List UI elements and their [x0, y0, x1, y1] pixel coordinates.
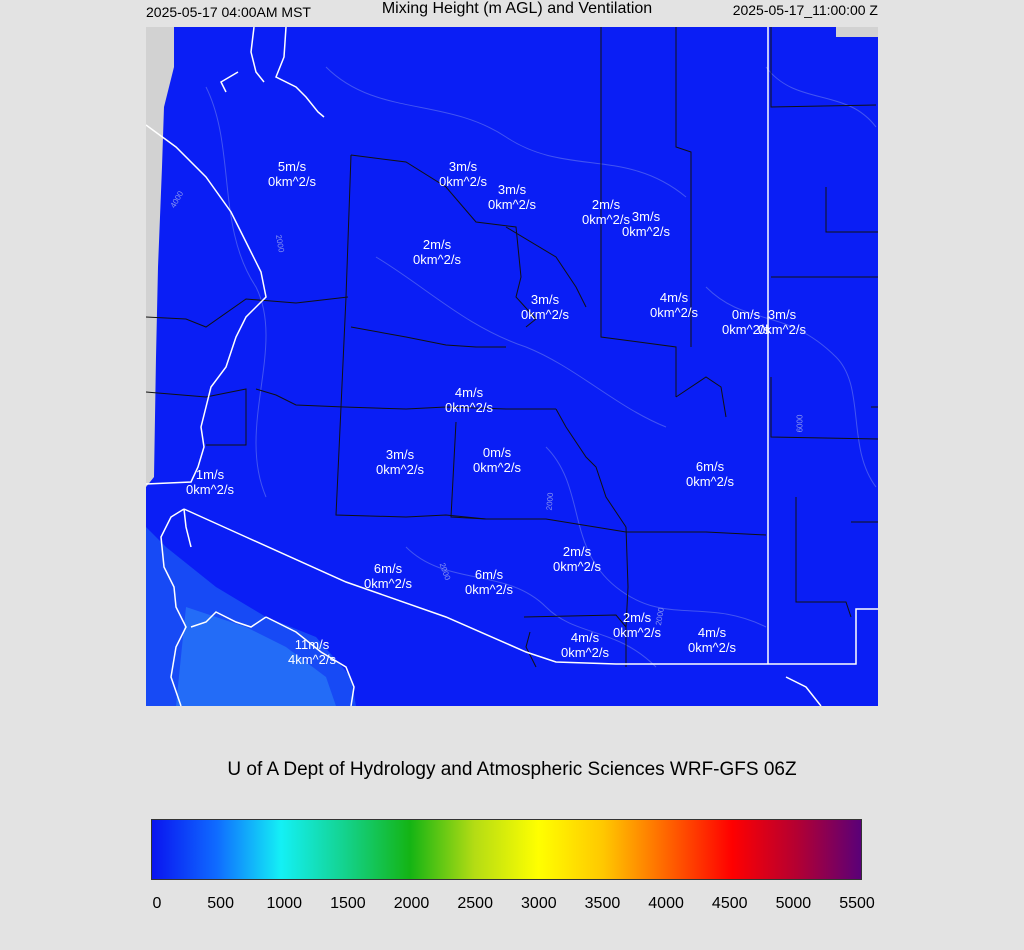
colorbar-tick-label: 5500	[839, 895, 875, 912]
station-wind: 4m/s	[570, 630, 600, 645]
colorbar-tick-label: 1000	[266, 895, 303, 912]
valid-time: 2025-05-17_11:00:00 Z	[732, 2, 878, 18]
init-time: 2025-05-17 04:00AM MST	[146, 4, 311, 20]
station-wind: 3m/s	[385, 447, 415, 462]
station-ventilation: 0km^2/s	[464, 582, 514, 597]
station-ventilation: 0km^2/s	[375, 462, 425, 477]
station-wind: 3m/s	[448, 159, 478, 174]
station-ventilation: 0km^2/s	[185, 482, 235, 497]
contour-label: 6000	[795, 414, 805, 433]
station-label	[268, 159, 316, 189]
station-ventilation: 0km^2/s	[687, 640, 737, 655]
colorbar-tick-label: 0	[152, 895, 162, 912]
station-label	[613, 610, 661, 640]
station-label	[473, 445, 521, 475]
station-label	[488, 182, 536, 212]
colorbar-tick-label: 500	[207, 895, 234, 912]
station-wind: 2m/s	[622, 610, 652, 625]
station-wind: 6m/s	[373, 561, 403, 576]
colorbar-tick-label: 4500	[711, 895, 748, 912]
station-wind: 3m/s	[530, 292, 560, 307]
colorbar-tick-label: 3500	[584, 895, 621, 912]
model-credit: U of A Dept of Hydrology and Atmospheric Sciences WRF-GFS 06Z	[227, 759, 797, 780]
station-ventilation: 0km^2/s	[649, 305, 699, 320]
station-ventilation: 0km^2/s	[487, 197, 537, 212]
station-label	[413, 237, 461, 267]
station-label	[439, 159, 487, 189]
no-data-region	[146, 27, 174, 487]
station-ventilation: 0km^2/s	[444, 400, 494, 415]
no-data-region-top	[836, 27, 878, 37]
station-ventilation: 0km^2/s	[757, 322, 807, 337]
contour-label: 2000	[544, 492, 556, 511]
station-label	[622, 209, 670, 239]
station-ventilation: 0km^2/s	[612, 625, 662, 640]
station-ventilation: 0km^2/s	[363, 576, 413, 591]
contour-label: 2000	[437, 561, 453, 582]
station-label	[688, 625, 736, 655]
station-wind: 4m/s	[454, 385, 484, 400]
mixing-height-map	[146, 27, 878, 706]
colorbar-tick-label: 4000	[648, 895, 684, 912]
station-wind: 1m/s	[195, 467, 225, 482]
station-ventilation: 0km^2/s	[552, 559, 602, 574]
colorbar-tick-label: 3000	[521, 895, 557, 912]
station-ventilation: 0km^2/s	[472, 460, 522, 475]
colorbar-tick-label: 2500	[457, 895, 493, 912]
contour-label: 2000	[653, 606, 666, 627]
station-ventilation: 0km^2/s	[520, 307, 570, 322]
colorbar	[151, 819, 862, 880]
station-label	[650, 290, 698, 320]
station-ventilation: 0km^2/s	[721, 322, 771, 337]
station-wind: 3m/s	[767, 307, 797, 322]
station-ventilation: 0km^2/s	[267, 174, 317, 189]
station-label	[364, 561, 412, 591]
station-label	[553, 544, 601, 574]
colorbar-tick-label: 1500	[330, 895, 366, 912]
station-ventilation: 0km^2/s	[685, 474, 735, 489]
station-wind: 6m/s	[474, 567, 504, 582]
station-wind: 6m/s	[695, 459, 725, 474]
station-wind: 3m/s	[631, 209, 661, 224]
mixing-height-contours	[206, 67, 876, 667]
station-label	[445, 385, 493, 415]
station-wind: 2m/s	[591, 197, 621, 212]
station-label	[521, 292, 569, 322]
major-boundaries	[146, 27, 878, 706]
contour-label: 2000	[273, 233, 286, 254]
map-title: Mixing Height (m AGL) and Ventilation	[381, 0, 653, 17]
station-label	[758, 307, 806, 337]
station-label	[465, 567, 513, 597]
station-wind: 3m/s	[497, 182, 527, 197]
map-base	[146, 27, 878, 706]
colorbar-tick-label: 2000	[393, 895, 430, 912]
station-ventilation: 0km^2/s	[581, 212, 631, 227]
contour-label: 4000	[168, 189, 186, 210]
station-label	[288, 637, 336, 667]
station-wind: 4m/s	[697, 625, 727, 640]
station-label	[186, 467, 234, 497]
station-wind: 2m/s	[562, 544, 592, 559]
colorbar-tick-label: 5000	[775, 895, 812, 912]
station-wind: 5m/s	[277, 159, 307, 174]
station-wind: 2m/s	[422, 237, 452, 252]
station-ventilation: 4km^2/s	[287, 652, 337, 667]
station-ventilation: 0km^2/s	[621, 224, 671, 239]
station-wind: 4m/s	[659, 290, 689, 305]
station-wind: 11m/s	[294, 637, 330, 652]
station-wind: 0m/s	[731, 307, 761, 322]
station-label	[561, 630, 609, 660]
station-label	[376, 447, 424, 477]
station-ventilation: 0km^2/s	[560, 645, 610, 660]
station-wind: 0m/s	[482, 445, 512, 460]
station-label	[686, 459, 734, 489]
station-ventilation: 0km^2/s	[438, 174, 488, 189]
station-ventilation: 0km^2/s	[412, 252, 462, 267]
